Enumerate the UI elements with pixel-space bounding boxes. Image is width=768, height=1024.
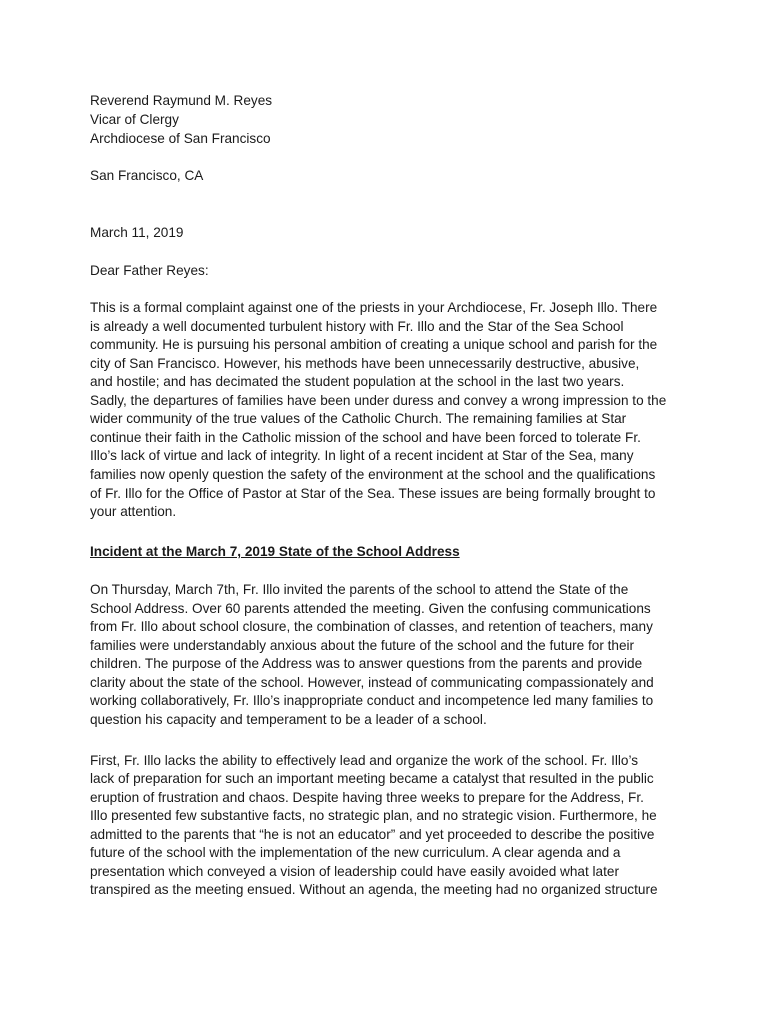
recipient-city: San Francisco, CA [90, 168, 204, 183]
paragraph-1-line: This is a formal complaint against one of the priests in your Archdiocese, Fr. Joseph Illo. There [90, 300, 658, 315]
paragraph-2-line: On Thursday, March 7th, Fr. Illo invited the parents of the school to attend the State of the [90, 582, 629, 597]
paragraph-1-line: city of San Francisco. However, his methods have been unnecessarily destructive, abusive, [90, 356, 640, 371]
paragraph-1-line: Illo’s lack of virtue and lack of integrity. In light of a recent incident at Star of the Sea, many [90, 448, 634, 463]
paragraph-1-line: your attention. [90, 504, 177, 519]
paragraph-1-line: wider community of the true values of the Catholic Church. The remaining families at Star [90, 411, 627, 426]
recipient-name: Reverend Raymund M. Reyes [90, 93, 273, 108]
paragraph-3-line: Illo presented few substantive facts, no strategic plan, and no strategic vision. Furthermore, he [90, 808, 657, 823]
recipient-organization: Archdiocese of San Francisco [90, 131, 271, 146]
salutation: Dear Father Reyes: [90, 263, 209, 278]
paragraph-1-line: and hostile; and has decimated the student population at the school in the last two years. [90, 374, 625, 389]
paragraph-1-line: continue their faith in the Catholic mission of the school and have been forced to tolerate Fr. [90, 430, 641, 445]
paragraph-1-line: is already a well documented turbulent history with Fr. Illo and the Star of the Sea School [90, 319, 624, 334]
paragraph-3-line: eruption of frustration and chaos. Despite having three weeks to prepare for the Address, Fr. [90, 790, 644, 805]
paragraph-2-line: children. The purpose of the Address was to answer questions from the parents and provide [90, 656, 643, 671]
paragraph-3-line: presentation which conveyed a vision of leadership could have easily avoided what later [90, 864, 619, 879]
paragraph-1-line: families now openly question the safety of the environment at the school and the qualifications [90, 467, 656, 482]
paragraph-2-line: School Address. Over 60 parents attended the meeting. Given the confusing communications [90, 601, 651, 616]
paragraph-1-line: Sadly, the departures of families have been under duress and convey a wrong impression to the [90, 393, 667, 408]
paragraph-3-line: transpired as the meeting ensued. Without an agenda, the meeting had no organized structure [90, 882, 658, 897]
paragraph-1-line: community. He is pursuing his personal ambition of creating a unique school and parish for the [90, 337, 658, 352]
paragraph-1-line: of Fr. Illo for the Office of Pastor at Star of the Sea. These issues are being formally brought to [90, 486, 656, 501]
paragraph-2-line: families were understandably anxious about the future of the school and the future for their [90, 638, 635, 653]
paragraph-3-line: admitted to the parents that “he is not an educator” and yet proceeded to describe the positive [90, 827, 655, 842]
paragraph-2-line: working collaboratively, Fr. Illo’s inappropriate conduct and incompetence led many families to [90, 693, 654, 708]
paragraph-2-line: from Fr. Illo about school closure, the combination of classes, and retention of teachers, many [90, 619, 653, 634]
paragraph-2-line: clarity about the state of the school. However, instead of communicating compassionately and [90, 675, 654, 690]
letter-date: March 11, 2019 [90, 225, 184, 240]
paragraph-3-line: lack of preparation for such an important meeting became a catalyst that resulted in the public [90, 771, 654, 786]
paragraph-3-line: future of the school with the implementation of the new curriculum. A clear agenda and a [90, 845, 621, 860]
section-heading: Incident at the March 7, 2019 State of the School Address [90, 544, 460, 559]
recipient-title: Vicar of Clergy [90, 112, 179, 127]
paragraph-3-line: First, Fr. Illo lacks the ability to effectively lead and organize the work of the school. Fr. Illo’s [90, 753, 639, 768]
paragraph-2-line: question his capacity and temperament to be a leader of a school. [90, 712, 487, 727]
